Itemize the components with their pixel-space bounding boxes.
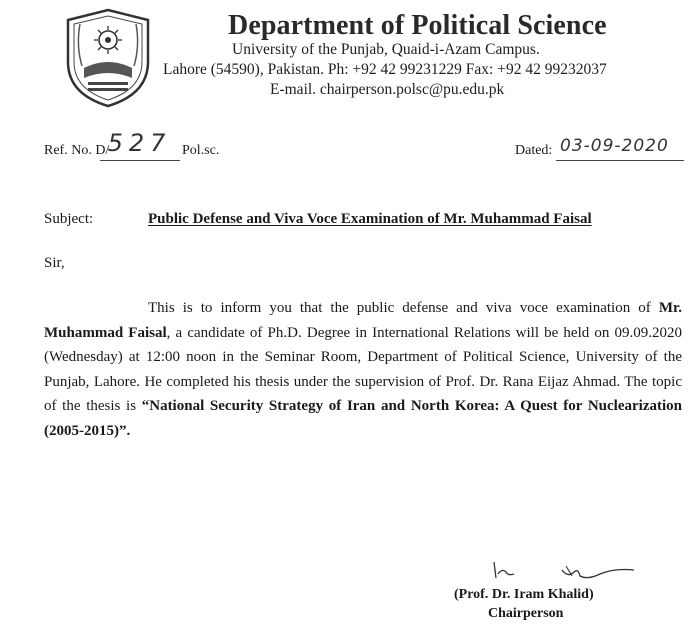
department-title: Department of Political Science (228, 10, 607, 41)
letter-body-paragraph (44, 296, 682, 444)
salutation: Sir, (44, 255, 65, 271)
signatory-name: (Prof. Dr. Iram Khalid) (454, 587, 594, 602)
date-underline (556, 160, 684, 161)
reference-underline (100, 160, 180, 161)
reference-suffix: Pol.sc. (182, 143, 220, 158)
candidate-name: Mr. Muhammad Faisal (44, 300, 683, 341)
university-address-line: University of the Punjab, Quaid-i-Azam Campus. (232, 41, 540, 58)
contact-phone-fax-line: Lahore (54590), Pakistan. Ph: +92 42 99231229 Fax: +92 42 99232037 (163, 61, 607, 78)
subject-text: Public Defense and Viva Voce Examination of Mr. Muhammad Faisal (148, 211, 592, 227)
date-value-handwritten: 03-09-2020 (560, 136, 669, 156)
university-seal-logo (62, 6, 154, 110)
handwritten-signature (488, 556, 638, 586)
date-label: Dated: (515, 143, 553, 158)
signatory-title: Chairperson (488, 606, 564, 621)
reference-number-handwritten: 527 (107, 129, 172, 157)
thesis-topic: “National Security Strategy of Iran and North Korea: A Quest for Nuclearization (2005-2015)”. (44, 398, 682, 439)
contact-email-line: E-mail. chairperson.polsc@pu.edu.pk (270, 81, 505, 98)
body-details-text: , a candidate of Ph.D. Degree in International Relations will be held on 09.09.2020 (Wednesday) at 12:00 noon in the Seminar Room, Department of Political Science, University of the Punjab, Lahore. He completed his thesis under the supervision of Prof. Dr. Rana Eijaz Ahmad. The topic of the thesis is (44, 324, 683, 415)
reference-label: Ref. No. D/ (44, 143, 110, 158)
body-intro-text: This is to inform you that the public defense and viva voce examination of (148, 300, 651, 316)
subject-label: Subject: (44, 211, 94, 227)
